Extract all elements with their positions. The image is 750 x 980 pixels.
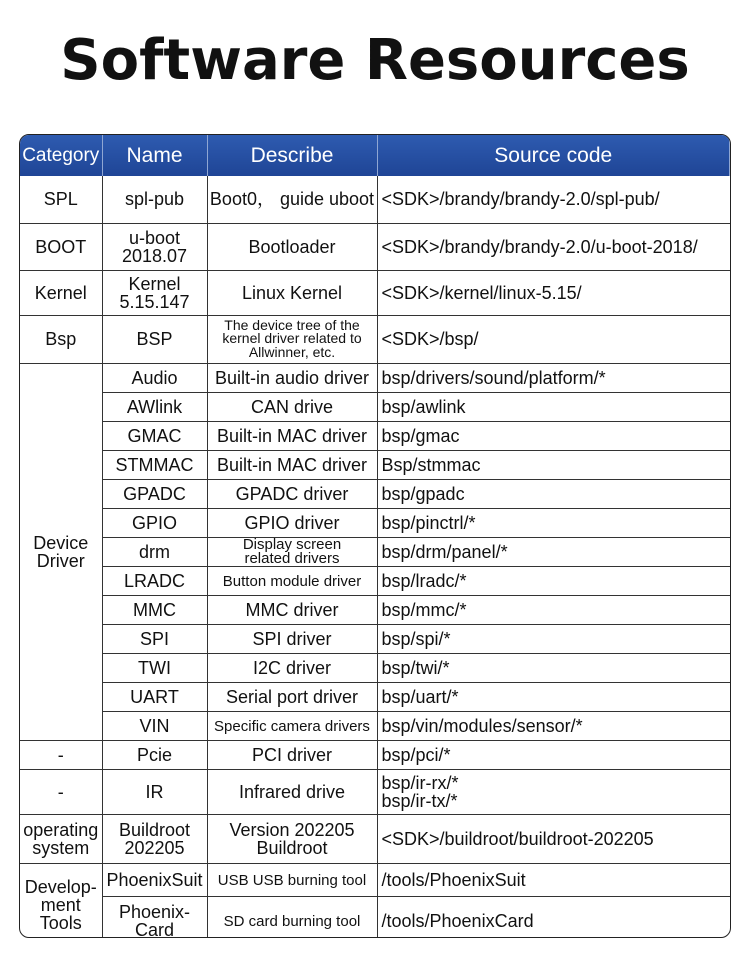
cell-name: BSP — [102, 315, 207, 363]
cell-name: AWlink — [102, 392, 207, 421]
cell-describe: MMC driver — [207, 596, 377, 625]
table-row — [20, 596, 730, 625]
table-row — [20, 625, 730, 654]
table-row — [20, 315, 730, 363]
table-row — [20, 654, 730, 683]
table-row — [20, 479, 730, 508]
cell-source: bsp/ir-rx/* bsp/ir-tx/* — [377, 770, 730, 815]
table-row — [20, 450, 730, 479]
cell-name: TWI — [102, 654, 207, 683]
cell-source: bsp/mmc/* — [377, 596, 730, 625]
cell-name: Buildroot 202205 — [102, 815, 207, 864]
cell-name: spl-pub — [102, 176, 207, 223]
cell-describe: Bootloader — [207, 223, 377, 270]
cell-describe: PCI driver — [207, 741, 377, 770]
cell-name: IR — [102, 770, 207, 815]
cell-source: <SDK>/brandy/brandy-2.0/u-boot-2018/ — [377, 223, 730, 270]
cell-name: VIN — [102, 712, 207, 741]
table-row — [20, 897, 730, 939]
header-describe: Describe — [207, 135, 377, 176]
cell-category-device-driver: Device Driver — [20, 363, 102, 741]
cell-name: GPADC — [102, 479, 207, 508]
table-row — [20, 815, 730, 864]
cell-name: PhoenixSuit — [102, 864, 207, 897]
cell-name: Audio — [102, 363, 207, 392]
table-row — [20, 712, 730, 741]
cell-name: Pcie — [102, 741, 207, 770]
cell-describe: Specific camera drivers — [207, 712, 377, 741]
table-row — [20, 508, 730, 537]
cell-describe: GPADC driver — [207, 479, 377, 508]
cell-name: STMMAC — [102, 450, 207, 479]
cell-source: bsp/gpadc — [377, 479, 730, 508]
cell-category: Bsp — [20, 315, 102, 363]
cell-source: bsp/spi/* — [377, 625, 730, 654]
cell-name: GMAC — [102, 421, 207, 450]
cell-source: <SDK>/bsp/ — [377, 315, 730, 363]
table-row — [20, 683, 730, 712]
cell-name: UART — [102, 683, 207, 712]
cell-category: operating system — [20, 815, 102, 864]
cell-name: drm — [102, 537, 207, 567]
table-row — [20, 392, 730, 421]
cell-source: <SDK>/brandy/brandy-2.0/spl-pub/ — [377, 176, 730, 223]
table-row — [20, 421, 730, 450]
header-name: Name — [102, 135, 207, 176]
table-row — [20, 363, 730, 392]
cell-name: GPIO — [102, 508, 207, 537]
cell-source: /tools/PhoenixCard — [377, 897, 730, 939]
cell-source: bsp/uart/* — [377, 683, 730, 712]
cell-name: Kernel 5.15.147 — [102, 270, 207, 315]
cell-describe: Version 202205 Buildroot — [207, 815, 377, 864]
cell-category: - — [20, 741, 102, 770]
cell-describe: Boot0， guide uboot — [207, 176, 377, 223]
cell-describe: SD card burning tool — [207, 897, 377, 939]
cell-describe: Built-in MAC driver — [207, 450, 377, 479]
cell-source: bsp/pinctrl/* — [377, 508, 730, 537]
cell-name: SPI — [102, 625, 207, 654]
table-header-row — [20, 135, 730, 176]
cell-category: SPL — [20, 176, 102, 223]
cell-describe: CAN drive — [207, 392, 377, 421]
cell-source: Bsp/stmmac — [377, 450, 730, 479]
cell-category-development-tools: Develop- ment Tools — [20, 864, 102, 939]
cell-describe: Built-in audio driver — [207, 363, 377, 392]
cell-category: - — [20, 770, 102, 815]
table-row — [20, 770, 730, 815]
table-row — [20, 864, 730, 897]
cell-source: bsp/drm/panel/* — [377, 537, 730, 567]
cell-describe: The device tree of the kernel driver related to Allwinner, etc. — [207, 315, 377, 363]
table-row — [20, 270, 730, 315]
cell-source: bsp/twi/* — [377, 654, 730, 683]
cell-name: u-boot 2018.07 — [102, 223, 207, 270]
cell-describe: Built-in MAC driver — [207, 421, 377, 450]
cell-source: bsp/lradc/* — [377, 567, 730, 596]
table-row — [20, 741, 730, 770]
cell-describe: SPI driver — [207, 625, 377, 654]
header-source-code: Source code — [377, 135, 730, 176]
page-title: Software Resources — [60, 28, 690, 93]
cell-name: LRADC — [102, 567, 207, 596]
cell-describe: GPIO driver — [207, 508, 377, 537]
header-category: Category — [20, 135, 102, 176]
cell-describe: Display screen related drivers — [207, 537, 377, 567]
cell-category: BOOT — [20, 223, 102, 270]
table-row — [20, 567, 730, 596]
cell-category: Kernel — [20, 270, 102, 315]
cell-source: <SDK>/kernel/linux-5.15/ — [377, 270, 730, 315]
cell-source: /tools/PhoenixSuit — [377, 864, 730, 897]
cell-name: Phoenix- Card — [102, 897, 207, 939]
cell-source: <SDK>/buildroot/buildroot-202205 — [377, 815, 730, 864]
table-row — [20, 223, 730, 270]
cell-source: bsp/awlink — [377, 392, 730, 421]
cell-describe: Button module driver — [207, 567, 377, 596]
cell-describe: USB USB burning tool — [207, 864, 377, 897]
cell-describe: Linux Kernel — [207, 270, 377, 315]
cell-describe: I2C driver — [207, 654, 377, 683]
cell-source: bsp/pci/* — [377, 741, 730, 770]
cell-name: MMC — [102, 596, 207, 625]
cell-describe: Serial port driver — [207, 683, 377, 712]
table-row — [20, 176, 730, 223]
cell-describe: Infrared drive — [207, 770, 377, 815]
software-resources-table — [19, 134, 731, 938]
cell-source: bsp/vin/modules/sensor/* — [377, 712, 730, 741]
table-row — [20, 537, 730, 567]
cell-source: bsp/drivers/sound/platform/* — [377, 363, 730, 392]
cell-source: bsp/gmac — [377, 421, 730, 450]
